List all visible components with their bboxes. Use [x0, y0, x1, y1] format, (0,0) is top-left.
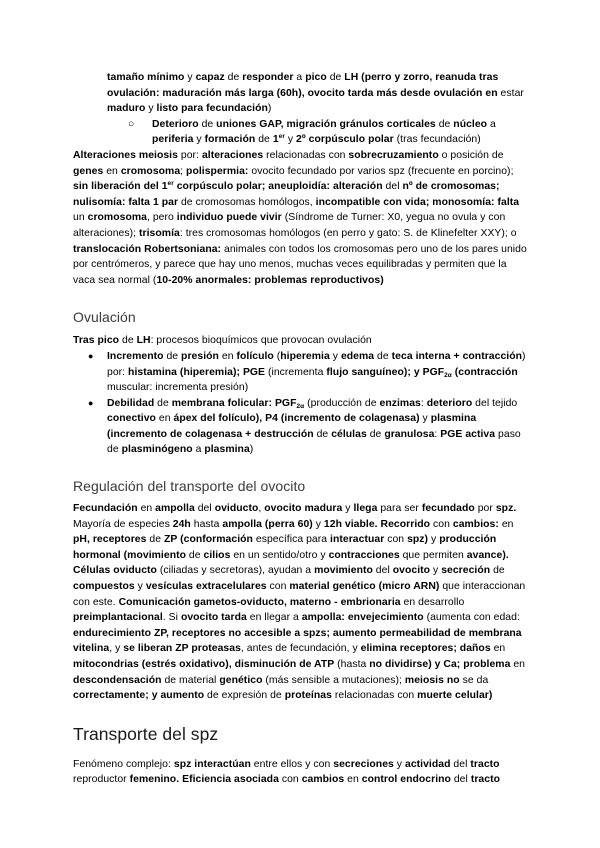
ovulacion-intro: Tras pico de LH: procesos bioquímicos que provocan ovulación [73, 335, 372, 347]
list-item: ● Incremento de presión en folículo (hiperemia y edema de teca interna + contracción) por: histamina (hiperemia); PGE (incrementa flujo sanguíneo); y $PGF_{2\alpha}$ (contracción muscular: incrementa presión) [88, 350, 526, 394]
bullet-dot-icon: ● [88, 397, 94, 408]
transporte-spz-heading: Transporte del spz [73, 723, 219, 744]
transporte-spz-paragraph: Fenómeno complejo: spz interactúan entre ellos y con secreciones y actividad del tracto reproductor femenino. Eficiencia asociada con cambios en control endocrino del tracto [73, 758, 500, 786]
ovulacion-heading: Ovulación [73, 309, 136, 326]
list-item: ● Debilidad de membrana folicular: $PGF_{2\alpha}$ (producción de enzimas: deterioro del tejido conectivo en ápex del folículo), P4 (incremento de colagenasa) y plasmina (incremento de colagenasa + destrucción de células de granulosa: PGE activa paso de plasminógeno a plasmina) [88, 397, 521, 456]
regulacion-paragraph: Fecundación en ampolla del oviducto, ovocito madura y llega para ser fecundado por spz. Mayoría de especies 24h hasta ampolla (perra 60) y 12h viable. Recorrido con cambios: en pH, receptores de ZP (conformación específica para interactuar con spz) y producción hormonal (movimiento de cilios en un sentido/otro y contracciones que permiten avance). Células oviducto (ciliadas y secretoras), ayudan a movimiento del ovocito y secreción de compuestos y vesículas extracelulares con material genético (micro ARN) que interaccionan con este. Comunicación gametos-oviducto, materno - embrionaria en desarrollo preimplantacional. Si ovocito tarda en llegar a ampolla: envejecimiento (aumenta con edad: endurecimiento ZP, receptores no accesible a spzs; aumento permeabilidad de membrana vitelina, y se liberan ZP proteasas, antes de fecundación, y elimina receptores; daños en mitocondrias (estrés oxidativo), disminución de ATP (hasta no dividirse) y Ca; problema en descondensación de material genético (más sensible a mutaciones); meiosis no se da correctamente; y aumento de expresión de proteínas relacionadas con muerte celular) [73, 503, 526, 702]
sub-list-item-text: Deterioro de uniones GAP, migración gránulos corticales de núcleo a periferia y formación de 1er y 2º corpúsculo polar (tras fecundación) [152, 118, 496, 146]
ovulacion-list [73, 349, 528, 458]
bullet-dot-icon: ● [88, 350, 94, 361]
sub-list-item [73, 117, 528, 148]
meiosis-paragraph: Alteraciones meiosis por: alteraciones relacionadas con sobrecruzamiento o posición de genes en cromosoma; polispermia: ovocito fecundado por varios spz (frecuente en porcino); sin liberación del 1er corpúsculo polar; aneuploidía: alteración del nº de cromosomas; nulisomía: falta 1 par de cromosomas homólogos, incompatible con vida; monosomía: falta un cromosoma, pero individuo puede vivir (Síndrome de Turner: X0, yegua no ovula y con alteraciones); trisomía: tres cromosomas homólogos (en perro y gato: S. de Klinefelter XXY); o translocación Robertsoniana: animales con todos los cromosomas pero uno de los pares unido por centrómeros, y parece que hay uno menos, muchas veces equilibradas y permiten que la vaca sea normal (10-20% anormales: problemas reproductivos) [73, 149, 527, 286]
continuation-paragraph: tamaño mínimo y capaz de responder a pico de LH (perro y zorro, reanuda tras ovulación: maduración más larga (60h), ovocito tarda más desde ovulación en estar maduro y listo para fecundación) [107, 72, 524, 115]
regulacion-heading: Regulación del transporte del ovocito [73, 478, 306, 495]
hollow-circle-bullet-icon: ○ [128, 118, 135, 130]
